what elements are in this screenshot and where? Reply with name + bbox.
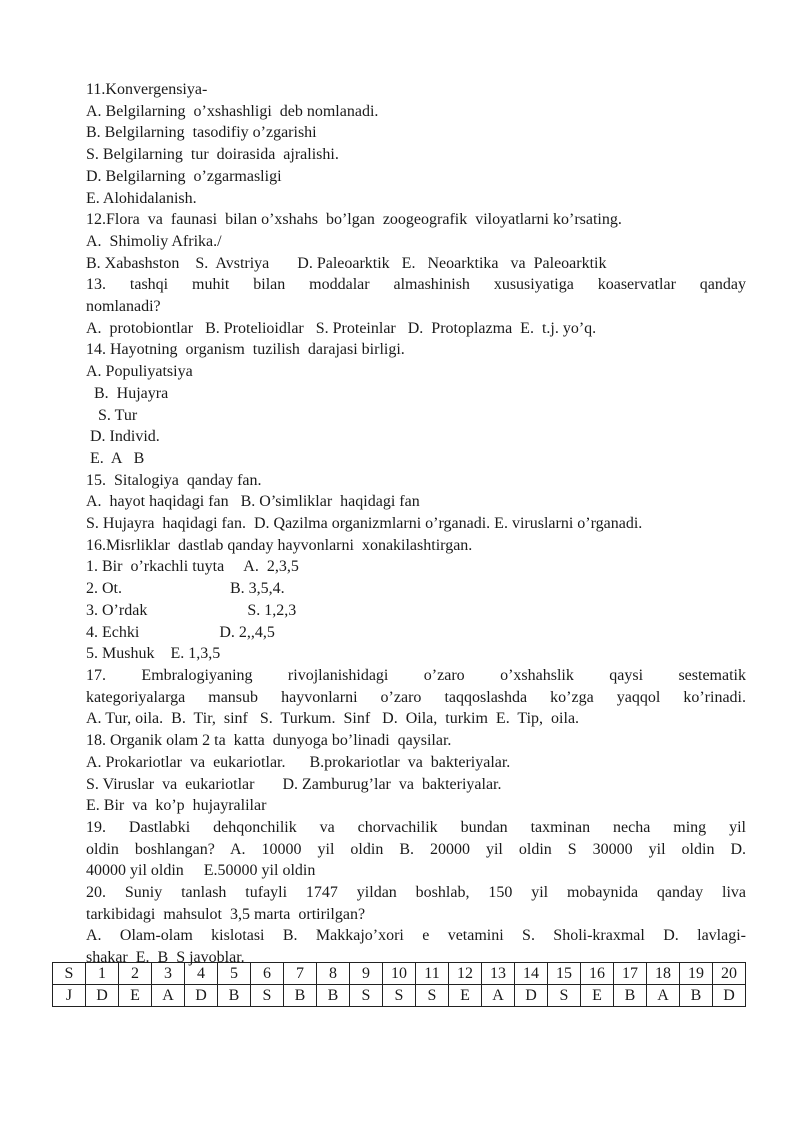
text-line: 19. Dastlabki dehqonchilik va chorvachilik bundan taxminan necha ming yil (86, 818, 746, 836)
answer-key-table (52, 962, 746, 1007)
table-cell: 8 (317, 963, 350, 985)
table-cell: E (449, 985, 482, 1007)
table-cell: D (185, 985, 218, 1007)
table-cell: D (713, 985, 746, 1007)
table-cell: 6 (251, 963, 284, 985)
text-line: A. Shimoliy Afrika./ (86, 232, 222, 250)
table-cell: E (581, 985, 614, 1007)
table-cell: 1 (86, 963, 119, 985)
table-cell: S (53, 963, 86, 985)
text-line: A. protobiontlar B. Protelioidlar S. Proteinlar D. Protoplazma E. t.j. yo’q. (86, 319, 597, 337)
text-line: S. Hujayra haqidagi fan. D. Qazilma organizmlarni o’rganadi. E. viruslarni o’rganadi. (86, 515, 643, 533)
table-cell: J (53, 985, 86, 1007)
table-cell: 13 (482, 963, 515, 985)
table-cell: 12 (449, 963, 482, 985)
text-line: A. Prokariotlar va eukariotlar. B.prokariotlar va bakteriyalar. (86, 753, 511, 771)
text-line: S. Viruslar va eukariotlar D. Zamburug’lar va bakteriyalar. (86, 775, 502, 793)
table-cell: 2 (119, 963, 152, 985)
table-cell: S (350, 985, 383, 1007)
table-cell: 5 (218, 963, 251, 985)
table-cell: 19 (680, 963, 713, 985)
table-cell: S (383, 985, 416, 1007)
table-cell: B (218, 985, 251, 1007)
text-line: A. hayot haqidagi fan B. O’simliklar haqidagi fan (86, 493, 420, 511)
table-cell: 15 (548, 963, 581, 985)
text-line: D. Individ. (86, 428, 160, 446)
text-line: 1. Bir o’rkachli tuyta A. 2,3,5 (86, 558, 299, 576)
table-cell: B (614, 985, 647, 1007)
answer-key-header-row (53, 963, 746, 985)
answer-key-answer-row (53, 985, 746, 1007)
table-cell: 7 (284, 963, 317, 985)
text-line: B. Xabashston S. Avstriya D. Paleoarktik E. Neoarktika va Paleoarktik (86, 254, 607, 272)
table-cell: 18 (647, 963, 680, 985)
table-cell: 17 (614, 963, 647, 985)
text-line: 12.Flora va faunasi bilan o’xshahs bo’lgan zoogeografik viloyatlarni ko’rsating. (86, 211, 622, 229)
text-line: B. Belgilarning tasodifiy o’zgarishi (86, 124, 317, 142)
text-line: A. Olam-olam kislotasi B. Makkajo’xori e vetamini S. Sholi-kraxmal D. lavlagi- (86, 927, 746, 945)
table-cell: A (482, 985, 515, 1007)
table-cell: A (647, 985, 680, 1007)
text-line: 2. Ot. B. 3,5,4. (86, 580, 285, 598)
table-cell: A (152, 985, 185, 1007)
text-line: tarkibidagi mahsulot 3,5 marta ortirilgan? (86, 905, 366, 923)
table-cell: 3 (152, 963, 185, 985)
table-cell: 16 (581, 963, 614, 985)
text-line: oldin boshlangan? A. 10000 yil oldin B. 20000 yil oldin S 30000 yil oldin D. (86, 840, 746, 858)
text-line: A. Tur, oila. B. Tir, sinf S. Turkum. Sinf D. Oila, turkim E. Tip, oila. (86, 710, 580, 728)
text-line: S. Tur (86, 406, 138, 424)
text-line: A. Belgilarning o’xshashligi deb nomlanadi. (86, 102, 379, 120)
table-cell: D (86, 985, 119, 1007)
table-cell: 20 (713, 963, 746, 985)
text-line: E. Alohidalanish. (86, 189, 197, 207)
text-line: A. Populiyatsiya (86, 363, 193, 381)
text-line: kategoriyalarga mansub hayvonlarni o’zaro taqqoslashda ko’zga yaqqol ko’rinadi. (86, 688, 746, 706)
text-line: 3. O’rdak S. 1,2,3 (86, 601, 297, 619)
table-cell: S (548, 985, 581, 1007)
text-line: 16.Misrliklar dastlab qanday hayvonlarni xonakilashtirgan. (86, 536, 473, 554)
text-line: nomlanadi? (86, 298, 161, 316)
text-line: 40000 yil oldin E.50000 yil oldin (86, 862, 316, 880)
table-cell: B (284, 985, 317, 1007)
text-line: 5. Mushuk E. 1,3,5 (86, 645, 221, 663)
text-line: S. Belgilarning tur doirasida ajralishi. (86, 146, 339, 164)
text-line: E. A B (86, 449, 145, 467)
text-line: 20. Suniy tanlash tufayli 1747 yildan boshlab, 150 yil mobaynida qanday liva (86, 884, 746, 902)
table-cell: D (515, 985, 548, 1007)
table-cell: S (251, 985, 284, 1007)
table-cell: 9 (350, 963, 383, 985)
text-line: 11.Konvergensiya- (86, 81, 208, 98)
text-line: 18. Organik olam 2 ta katta dunyoga bo’linadi qaysilar. (86, 732, 452, 750)
table-cell: B (317, 985, 350, 1007)
table-cell: 14 (515, 963, 548, 985)
table-cell: S (416, 985, 449, 1007)
text-line: 17. Embralogiyaning rivojlanishidagi o’zaro o’xshahslik qaysi sestematik (86, 666, 746, 684)
table-cell: B (680, 985, 713, 1007)
text-line: D. Belgilarning o’zgarmasligi (86, 167, 282, 185)
text-line: B. Hujayra (86, 384, 169, 402)
table-cell: E (119, 985, 152, 1007)
text-line: 13. tashqi muhit bilan moddalar almashinish xususiyatiga koaservatlar qanday (86, 276, 746, 294)
text-line: 4. Echki D. 2,,4,5 (86, 623, 275, 641)
table-cell: 10 (383, 963, 416, 985)
text-line: 14. Hayotning organism tuzilish darajasi birligi. (86, 341, 405, 359)
text-line: shakar E. B S javoblar. (86, 949, 245, 967)
table-cell: 11 (416, 963, 449, 985)
table-cell: 4 (185, 963, 218, 985)
text-line: E. Bir va ko’p hujayralilar (86, 797, 267, 815)
question-text-block (86, 79, 746, 969)
text-line: 15. Sitalogiya qanday fan. (86, 471, 262, 489)
